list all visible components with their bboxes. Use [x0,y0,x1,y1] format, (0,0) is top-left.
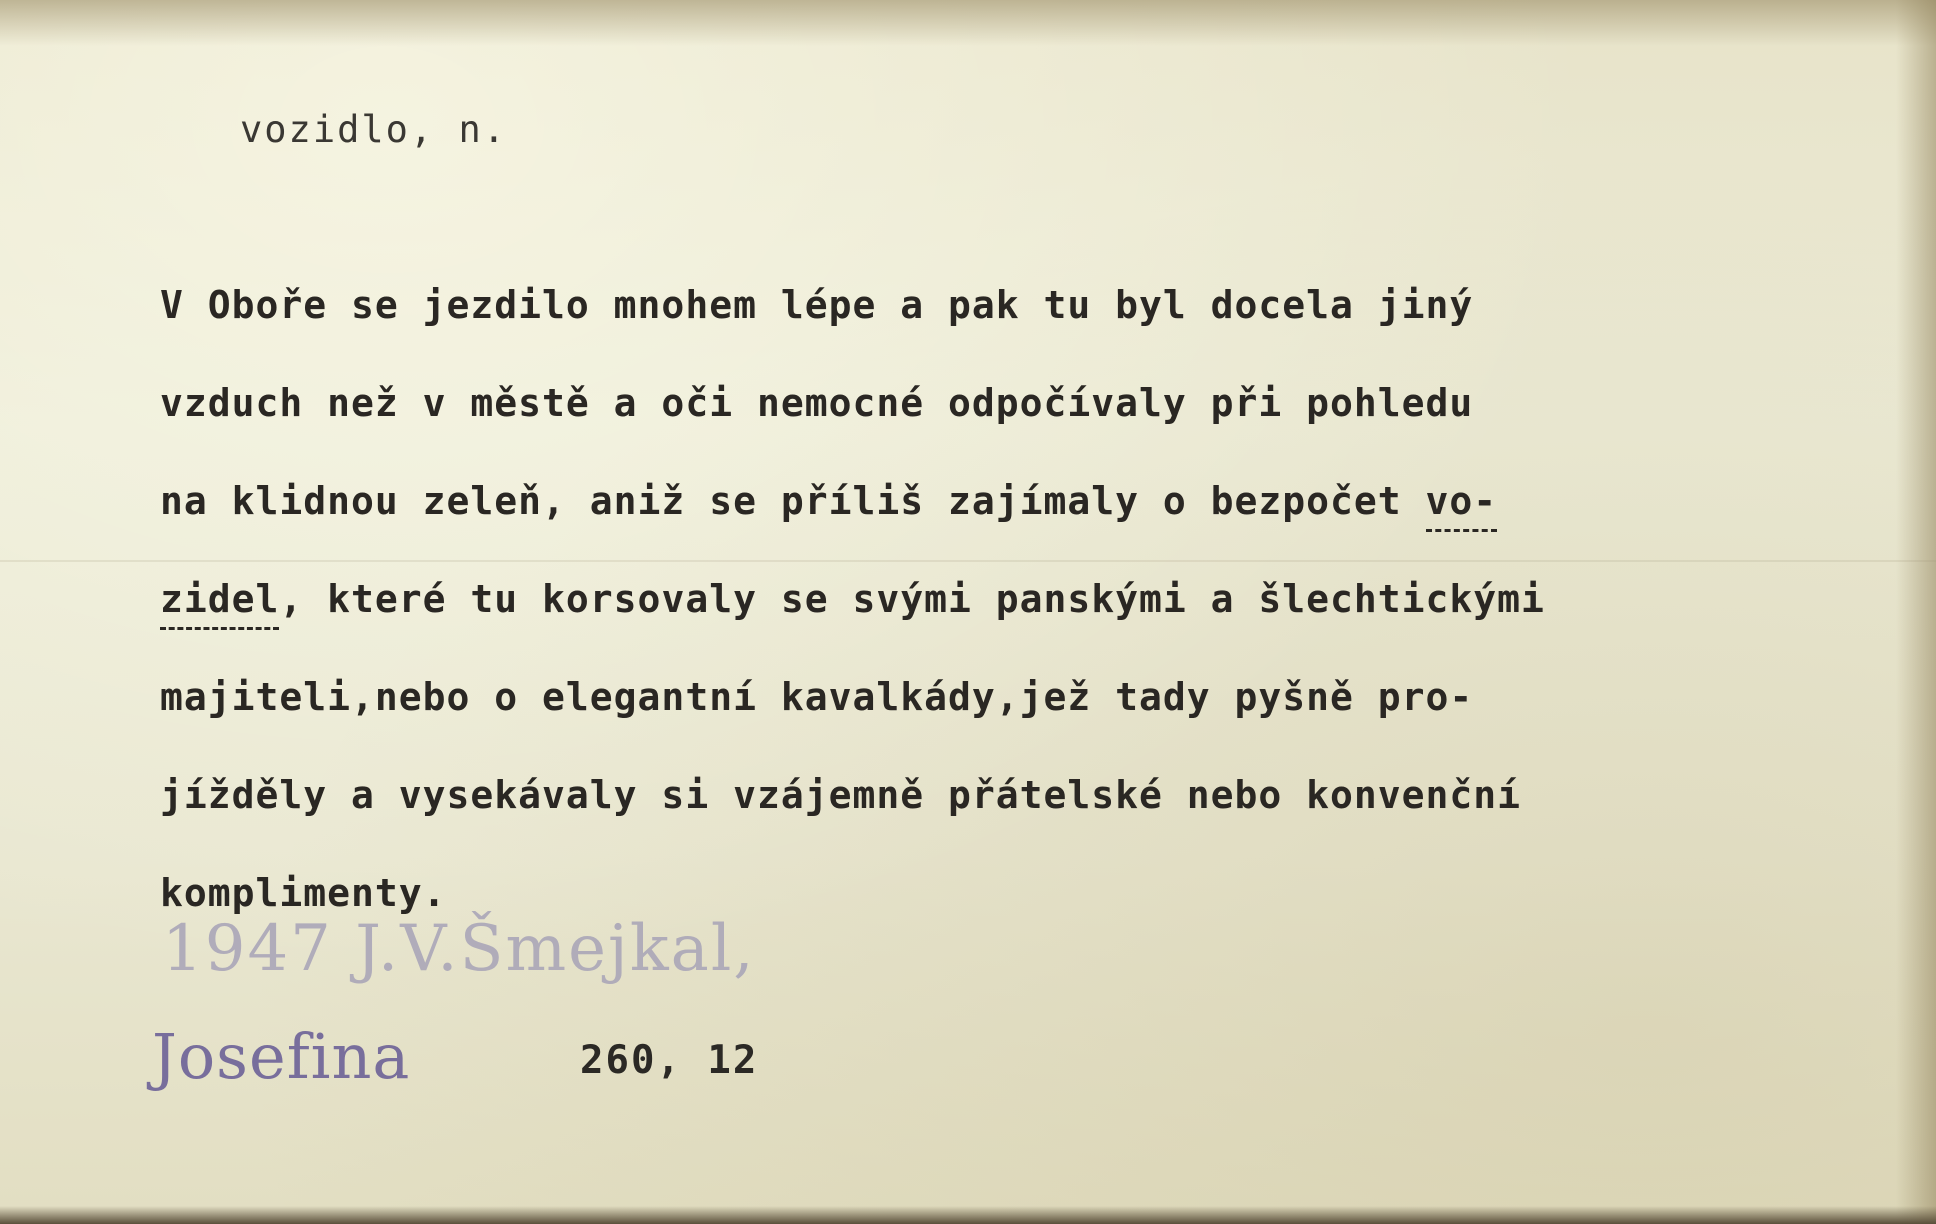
quotation-line-7: komplimenty. [160,871,447,915]
quotation-line-5: majiteli,nebo o elegantní kavalkády,jež tady pyšně pro- [160,675,1474,719]
quotation-line-3 [160,479,1497,523]
source-stamp-title: Josefina [152,1020,411,1093]
paper-shadow-right [1896,0,1936,1224]
paper-fold [0,560,1936,562]
quotation-line-6: jížděly a vysekávaly si vzájemně přátelské nebo konvenční [160,773,1522,817]
headword: vozidlo, n. [240,108,508,151]
quotation-text [160,283,1545,915]
headword-occurrence-part-1: vo- [1426,479,1498,532]
paper-shadow-top [0,0,1936,46]
quotation-line-3-text: na klidnou zeleň, aniž se příliš zajímaly o bezpočet [160,479,1426,523]
quotation-line-1: V Oboře se jezdilo mnohem lépe a pak tu byl docela jiný [160,283,1474,327]
quotation-line-2: vzduch než v městě a oči nemocné odpočívaly při pohledu [160,381,1474,425]
page-reference: 260, 12 [580,1038,759,1083]
headword-occurrence-part-2: zidel [160,577,279,630]
quotation-line-4-text: , které tu korsovaly se svými panskými a šlechtickými [279,577,1545,621]
paper-bottom-edge [0,1206,1936,1224]
quotation-line-4 [160,577,1545,621]
source-stamp-year-author: 1947 J.V.Šmejkal, [162,912,756,986]
